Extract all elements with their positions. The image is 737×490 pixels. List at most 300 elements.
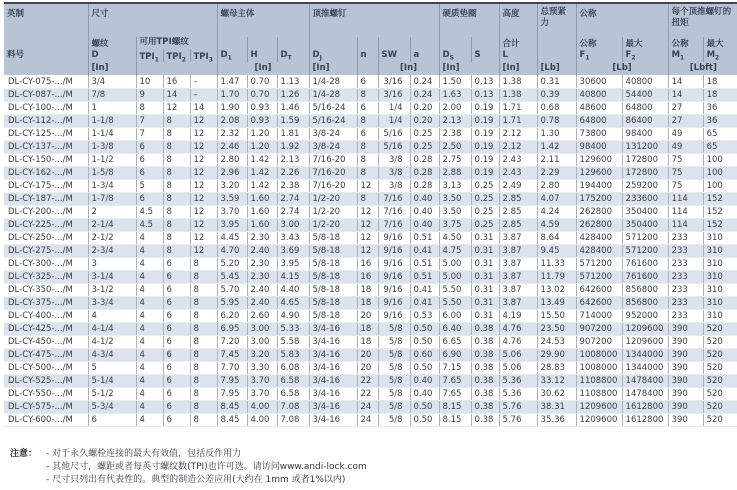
cell: 16 <box>357 257 378 270</box>
cell: 5.76 <box>499 413 537 426</box>
cell: 4 <box>136 257 163 270</box>
table-row <box>4 374 737 387</box>
cell: 2-1/2 <box>88 231 136 244</box>
cell: 6.58 <box>277 387 309 400</box>
cell: 3.87 <box>499 244 537 257</box>
cell: 9/16 <box>378 283 410 296</box>
cell: 11.79 <box>537 270 576 283</box>
cell: 22 <box>357 374 378 387</box>
cell: 3/8-24 <box>309 127 357 140</box>
cell: 12 <box>190 140 217 153</box>
cell: 4 <box>136 309 163 322</box>
group-header-row <box>4 3 737 37</box>
cell: 64800 <box>622 101 668 114</box>
cell: 7/16-20 <box>309 166 357 179</box>
cell: 5/8-18 <box>309 244 357 257</box>
cell: 233 <box>668 257 703 270</box>
cell: DL-CY-187-.../M <box>4 192 88 205</box>
cell: 4 <box>136 387 163 400</box>
cell: 0.19 <box>471 114 499 127</box>
cell: 4 <box>136 322 163 335</box>
cell: 12 <box>357 244 378 257</box>
table-row <box>4 361 737 374</box>
cell: 520 <box>703 348 737 361</box>
cell: 18 <box>703 88 737 101</box>
cell: 262800 <box>576 205 622 218</box>
cell: 7/16 <box>378 192 410 205</box>
cell: 14 <box>668 88 703 101</box>
cell: 8 <box>190 413 217 426</box>
note-item: - 对于永久螺栓连接的最大有效值，包括反作用力 <box>46 448 242 459</box>
cell: 520 <box>703 322 737 335</box>
cell: 4 <box>136 270 163 283</box>
cell: 7.95 <box>217 374 247 387</box>
cell: 2-1/4 <box>88 218 136 231</box>
cell: 7.65 <box>439 387 471 400</box>
cell: 520 <box>703 400 737 413</box>
cell: 1478400 <box>622 387 668 400</box>
table-row <box>4 322 737 335</box>
cell: 1108800 <box>576 387 622 400</box>
cell: 8 <box>190 283 217 296</box>
cell: 2.12 <box>499 140 537 153</box>
cell: 4 <box>136 361 163 374</box>
cell: 1.63 <box>439 88 471 101</box>
cell: DL-CY-275-.../M <box>4 244 88 257</box>
table-row <box>4 75 737 88</box>
cell: 20 <box>357 309 378 322</box>
cell: 0.25 <box>410 127 439 140</box>
cell: 2.38 <box>277 179 309 192</box>
cell: 3/4-16 <box>309 413 357 426</box>
cell: 9/16 <box>378 309 410 322</box>
table-body <box>4 75 737 426</box>
col-head-sw: SW <box>378 37 410 62</box>
cell: 30.62 <box>537 387 576 400</box>
cell: 5/16-24 <box>309 101 357 114</box>
cell: 5/8-18 <box>309 231 357 244</box>
cell: DL-CY-112-.../M <box>4 114 88 127</box>
cell: 16 <box>357 270 378 283</box>
unit-weight: [Lb] <box>537 62 576 76</box>
cell: 2.40 <box>247 283 277 296</box>
cell: 6.08 <box>277 361 309 374</box>
cell: 0.40 <box>410 387 439 400</box>
cell: 1612800 <box>622 413 668 426</box>
cell: 1.71 <box>499 114 537 127</box>
cell: 0.93 <box>247 114 277 127</box>
table-row <box>4 114 737 127</box>
cell: 856800 <box>622 296 668 309</box>
cell: 24 <box>357 400 378 413</box>
cell: 8 <box>163 205 190 218</box>
cell: 12 <box>357 205 378 218</box>
cell: 5/8-18 <box>309 296 357 309</box>
cell: 20 <box>357 348 378 361</box>
group-total-preload: 总预紧力 <box>537 3 576 37</box>
cell: 1344000 <box>622 361 668 374</box>
cell: 9/16 <box>378 231 410 244</box>
col-head-dt: $D_T$ <box>277 37 309 62</box>
cell: 5.06 <box>499 361 537 374</box>
cell: 6 <box>357 127 378 140</box>
cell: 0.39 <box>537 88 576 101</box>
cell: 3.00 <box>247 322 277 335</box>
cell: 5-1/4 <box>88 374 136 387</box>
note-item: - 其他尺寸，螺距或者每英寸螺纹数(TPI)也许可选。请访问www.andi-lock.com <box>46 461 367 472</box>
unit-washer: [In] <box>439 62 499 76</box>
cell: 0.25 <box>471 179 499 192</box>
cell: 30600 <box>576 75 622 88</box>
cell: 12 <box>190 244 217 257</box>
cell: 3.20 <box>247 348 277 361</box>
cell: 0.13 <box>471 75 499 88</box>
cell: 907200 <box>576 322 622 335</box>
cell: 24.53 <box>537 335 576 348</box>
cell: 761600 <box>622 257 668 270</box>
cell: DL-CY-525-.../M <box>4 374 88 387</box>
group-nominal: 公称 <box>576 3 668 37</box>
cell: 152 <box>703 192 737 205</box>
col-head-f1: 公称 $F_1$ <box>576 37 622 62</box>
cell: 12 <box>190 218 217 231</box>
cell: 0.40 <box>410 205 439 218</box>
cell: 0.41 <box>410 244 439 257</box>
cell: 5/8 <box>378 322 410 335</box>
cell: 3/4-16 <box>309 348 357 361</box>
cell: 1.47 <box>217 75 247 88</box>
cell: 7.70 <box>217 361 247 374</box>
cell: 2 <box>88 205 136 218</box>
cell: 2.30 <box>247 257 277 270</box>
cell: DL-CY-575-.../M <box>4 400 88 413</box>
cell: 2.96 <box>217 166 247 179</box>
cell: 3.87 <box>499 231 537 244</box>
cell: 11.33 <box>537 257 576 270</box>
cell: 1.60 <box>247 205 277 218</box>
cell: 22 <box>357 387 378 400</box>
cell: 0.60 <box>410 348 439 361</box>
cell: 0.38 <box>471 335 499 348</box>
cell: 6 <box>163 309 190 322</box>
cell: 3.13 <box>439 179 471 192</box>
cell: 4.15 <box>277 270 309 283</box>
cell: 3/16 <box>378 75 410 88</box>
cell: 6 <box>163 413 190 426</box>
cell: 233 <box>668 309 703 322</box>
unit-nut-body: [In] <box>217 62 309 76</box>
table-row <box>4 244 737 257</box>
cell: 1-7/8 <box>88 192 136 205</box>
cell: 4 <box>136 296 163 309</box>
unit-row <box>4 62 737 76</box>
cell: 5.33 <box>277 322 309 335</box>
cell: 7/16 <box>378 218 410 231</box>
cell: 0.38 <box>471 348 499 361</box>
table-row <box>4 283 737 296</box>
table-row <box>4 309 737 322</box>
cell: 8 <box>357 140 378 153</box>
cell: 390 <box>668 348 703 361</box>
cell: 8 <box>163 192 190 205</box>
cell: 5 <box>88 361 136 374</box>
table-row <box>4 296 737 309</box>
cell: 2.80 <box>537 179 576 192</box>
cell: 1008000 <box>576 361 622 374</box>
cell: 7 <box>136 127 163 140</box>
cell: 2.38 <box>439 127 471 140</box>
cell: 1/2-20 <box>309 192 357 205</box>
cell: 2.85 <box>499 218 537 231</box>
col-head-tpi1: $TPI_1$ <box>136 49 163 62</box>
cell: 4.75 <box>439 244 471 257</box>
cell: DL-CY-125-.../M <box>4 127 88 140</box>
cell: 4 <box>136 231 163 244</box>
col-head-m2: 最大 $M_2$ <box>703 37 737 62</box>
cell: 0.40 <box>410 218 439 231</box>
cell: 5/8 <box>378 400 410 413</box>
cell: – <box>190 75 217 88</box>
cell: 5/8-18 <box>309 270 357 283</box>
cell: 8.15 <box>439 400 471 413</box>
cell: 0.31 <box>471 244 499 257</box>
cell: 13.49 <box>537 296 576 309</box>
cell: 4.00 <box>247 400 277 413</box>
cell: 1209600 <box>622 335 668 348</box>
cell: 4 <box>88 309 136 322</box>
cell: 73800 <box>576 127 622 140</box>
cell: 8 <box>190 335 217 348</box>
cell: 520 <box>703 413 737 426</box>
cell: 310 <box>703 296 737 309</box>
cell: 5/16 <box>378 127 410 140</box>
cell: 5/8 <box>378 374 410 387</box>
col-head-d1: $D_1$ <box>217 37 247 62</box>
cell: 3.50 <box>439 205 471 218</box>
cell: 8 <box>163 218 190 231</box>
cell: 6.95 <box>217 322 247 335</box>
cell: 7.08 <box>277 413 309 426</box>
cell: 14 <box>668 75 703 88</box>
cell: 3/4-16 <box>309 335 357 348</box>
cell: 5.83 <box>277 348 309 361</box>
cell: 131200 <box>622 140 668 153</box>
cell: 16 <box>163 75 190 88</box>
cell: 0.31 <box>471 270 499 283</box>
cell: 6.00 <box>439 309 471 322</box>
table-row <box>4 179 737 192</box>
cell: 4 <box>136 335 163 348</box>
cell: 8 <box>163 231 190 244</box>
cell: 3.87 <box>499 283 537 296</box>
cell: 0.50 <box>410 361 439 374</box>
cell: DL-CY-500-.../M <box>4 361 88 374</box>
cell: 4 <box>136 400 163 413</box>
cell: 12 <box>357 218 378 231</box>
cell: 75 <box>668 153 703 166</box>
cell: 5/8-18 <box>309 283 357 296</box>
cell: 6 <box>163 296 190 309</box>
notes-label: 注意： <box>10 448 38 459</box>
cell: 5-1/2 <box>88 387 136 400</box>
cell: 9 <box>136 88 163 101</box>
cell: 172800 <box>622 153 668 166</box>
cell: 0.20 <box>410 114 439 127</box>
cell: DL-CY-600-.../M <box>4 413 88 426</box>
cell: 1.42 <box>247 153 277 166</box>
cell: 8.64 <box>537 231 576 244</box>
cell: 3.69 <box>277 244 309 257</box>
note-lines <box>46 448 367 487</box>
cell: 114 <box>668 218 703 231</box>
cell: 5.95 <box>217 296 247 309</box>
cell: 18 <box>703 75 737 88</box>
cell: 1/4 <box>378 114 410 127</box>
col-head-tpi3: $TPI_3$ <box>190 49 217 62</box>
cell: 33.12 <box>537 374 576 387</box>
cell: 9/16 <box>378 296 410 309</box>
cell: 2.11 <box>537 153 576 166</box>
cell: 1.50 <box>439 75 471 88</box>
cell: 5.45 <box>217 270 247 283</box>
cell: 1.26 <box>277 88 309 101</box>
cell: 6 <box>136 166 163 179</box>
col-head-n: n <box>357 37 378 62</box>
cell: 75 <box>668 166 703 179</box>
cell: 20 <box>357 361 378 374</box>
cell: 6.58 <box>277 374 309 387</box>
cell: 8 <box>190 257 217 270</box>
cell: 100 <box>703 179 737 192</box>
cell: 0.25 <box>471 205 499 218</box>
cell: 114 <box>668 192 703 205</box>
cell: 8 <box>163 244 190 257</box>
cell: 4 <box>136 244 163 257</box>
cell: 907200 <box>576 335 622 348</box>
cell: 350400 <box>622 218 668 231</box>
cell: 24 <box>357 413 378 426</box>
cell: 8 <box>190 322 217 335</box>
cell: 3/8 <box>378 153 410 166</box>
cell: 6.40 <box>439 322 471 335</box>
cell: 3-1/2 <box>88 283 136 296</box>
cell: 6 <box>163 361 190 374</box>
cell: 571200 <box>576 257 622 270</box>
cell: 390 <box>668 335 703 348</box>
cell: DL-CY-375-.../M <box>4 296 88 309</box>
table-row <box>4 387 737 400</box>
cell: 36 <box>703 101 737 114</box>
cell: DL-CY-200-.../M <box>4 205 88 218</box>
cell: 1.20 <box>247 127 277 140</box>
cell: 6 <box>357 101 378 114</box>
cell: 4 <box>136 374 163 387</box>
cell: 1/2-20 <box>309 218 357 231</box>
group-height: 高度 <box>499 3 537 37</box>
note-item: - 尺寸只列出有代表性的。典型的制造公差应用(大约在 1mm 或者1%以内) <box>46 474 346 485</box>
cell: 0.31 <box>471 296 499 309</box>
cell: 0.78 <box>537 114 576 127</box>
cell: DL-CY-075-.../M <box>4 75 88 88</box>
cell: 28.83 <box>537 361 576 374</box>
cell: 259200 <box>622 179 668 192</box>
cell: 310 <box>703 309 737 322</box>
cell: 0.19 <box>471 153 499 166</box>
cell: 3.87 <box>499 296 537 309</box>
cell: 1.59 <box>277 114 309 127</box>
cell: 2.49 <box>499 179 537 192</box>
cell: 18 <box>357 283 378 296</box>
cell: 1 <box>88 101 136 114</box>
col-head-weight <box>537 37 576 62</box>
cell: 5/8 <box>378 361 410 374</box>
cell: 5.70 <box>217 283 247 296</box>
group-torque-per-screw: 每个顶推螺钉的扭矩 <box>668 3 737 37</box>
cell: 1209600 <box>576 400 622 413</box>
cell: 8 <box>136 101 163 114</box>
cell: 1-1/8 <box>88 114 136 127</box>
cell: 0.50 <box>410 322 439 335</box>
cell: 5.76 <box>499 400 537 413</box>
cell: 1209600 <box>576 413 622 426</box>
cell: 27 <box>668 114 703 127</box>
cell: 8 <box>190 400 217 413</box>
cell: 3.87 <box>499 270 537 283</box>
cell: 571200 <box>622 231 668 244</box>
cell: DL-CY-150-.../M <box>4 153 88 166</box>
cell: 0.41 <box>410 283 439 296</box>
cell: 8 <box>190 361 217 374</box>
cell: 3/4 <box>88 75 136 88</box>
col-head-h: H <box>247 37 277 62</box>
cell: 0.51 <box>410 257 439 270</box>
cell: 2.43 <box>499 153 537 166</box>
cell: 1.71 <box>499 101 537 114</box>
cell: 0.38 <box>471 387 499 400</box>
cell: 2.40 <box>247 244 277 257</box>
cell: 571200 <box>576 270 622 283</box>
cell: 4.00 <box>247 413 277 426</box>
cell: 3 <box>88 257 136 270</box>
cell: 0.19 <box>471 101 499 114</box>
table-row <box>4 270 737 283</box>
cell: 152 <box>703 218 737 231</box>
cell: 4.70 <box>217 244 247 257</box>
cell: 7/8 <box>88 88 136 101</box>
cell: 350400 <box>622 205 668 218</box>
cell: 0.50 <box>410 400 439 413</box>
cell: 5-3/4 <box>88 400 136 413</box>
cell: 7.45 <box>217 348 247 361</box>
cell: 233 <box>668 270 703 283</box>
cell: 3-1/4 <box>88 270 136 283</box>
cell: 3/8-24 <box>309 140 357 153</box>
table-row <box>4 400 737 413</box>
cell: 65 <box>703 127 737 140</box>
cell: 98400 <box>576 140 622 153</box>
col-head-a: a <box>410 37 439 62</box>
cell: 2.13 <box>277 153 309 166</box>
cell: 12 <box>190 192 217 205</box>
cell: 7.15 <box>439 361 471 374</box>
cell: 714000 <box>576 309 622 322</box>
cell: 390 <box>668 322 703 335</box>
cell: 8 <box>163 140 190 153</box>
cell: DL-CY-400-.../M <box>4 309 88 322</box>
cell: 2.13 <box>439 114 471 127</box>
cell: 6 <box>163 400 190 413</box>
cell: 1209600 <box>622 322 668 335</box>
